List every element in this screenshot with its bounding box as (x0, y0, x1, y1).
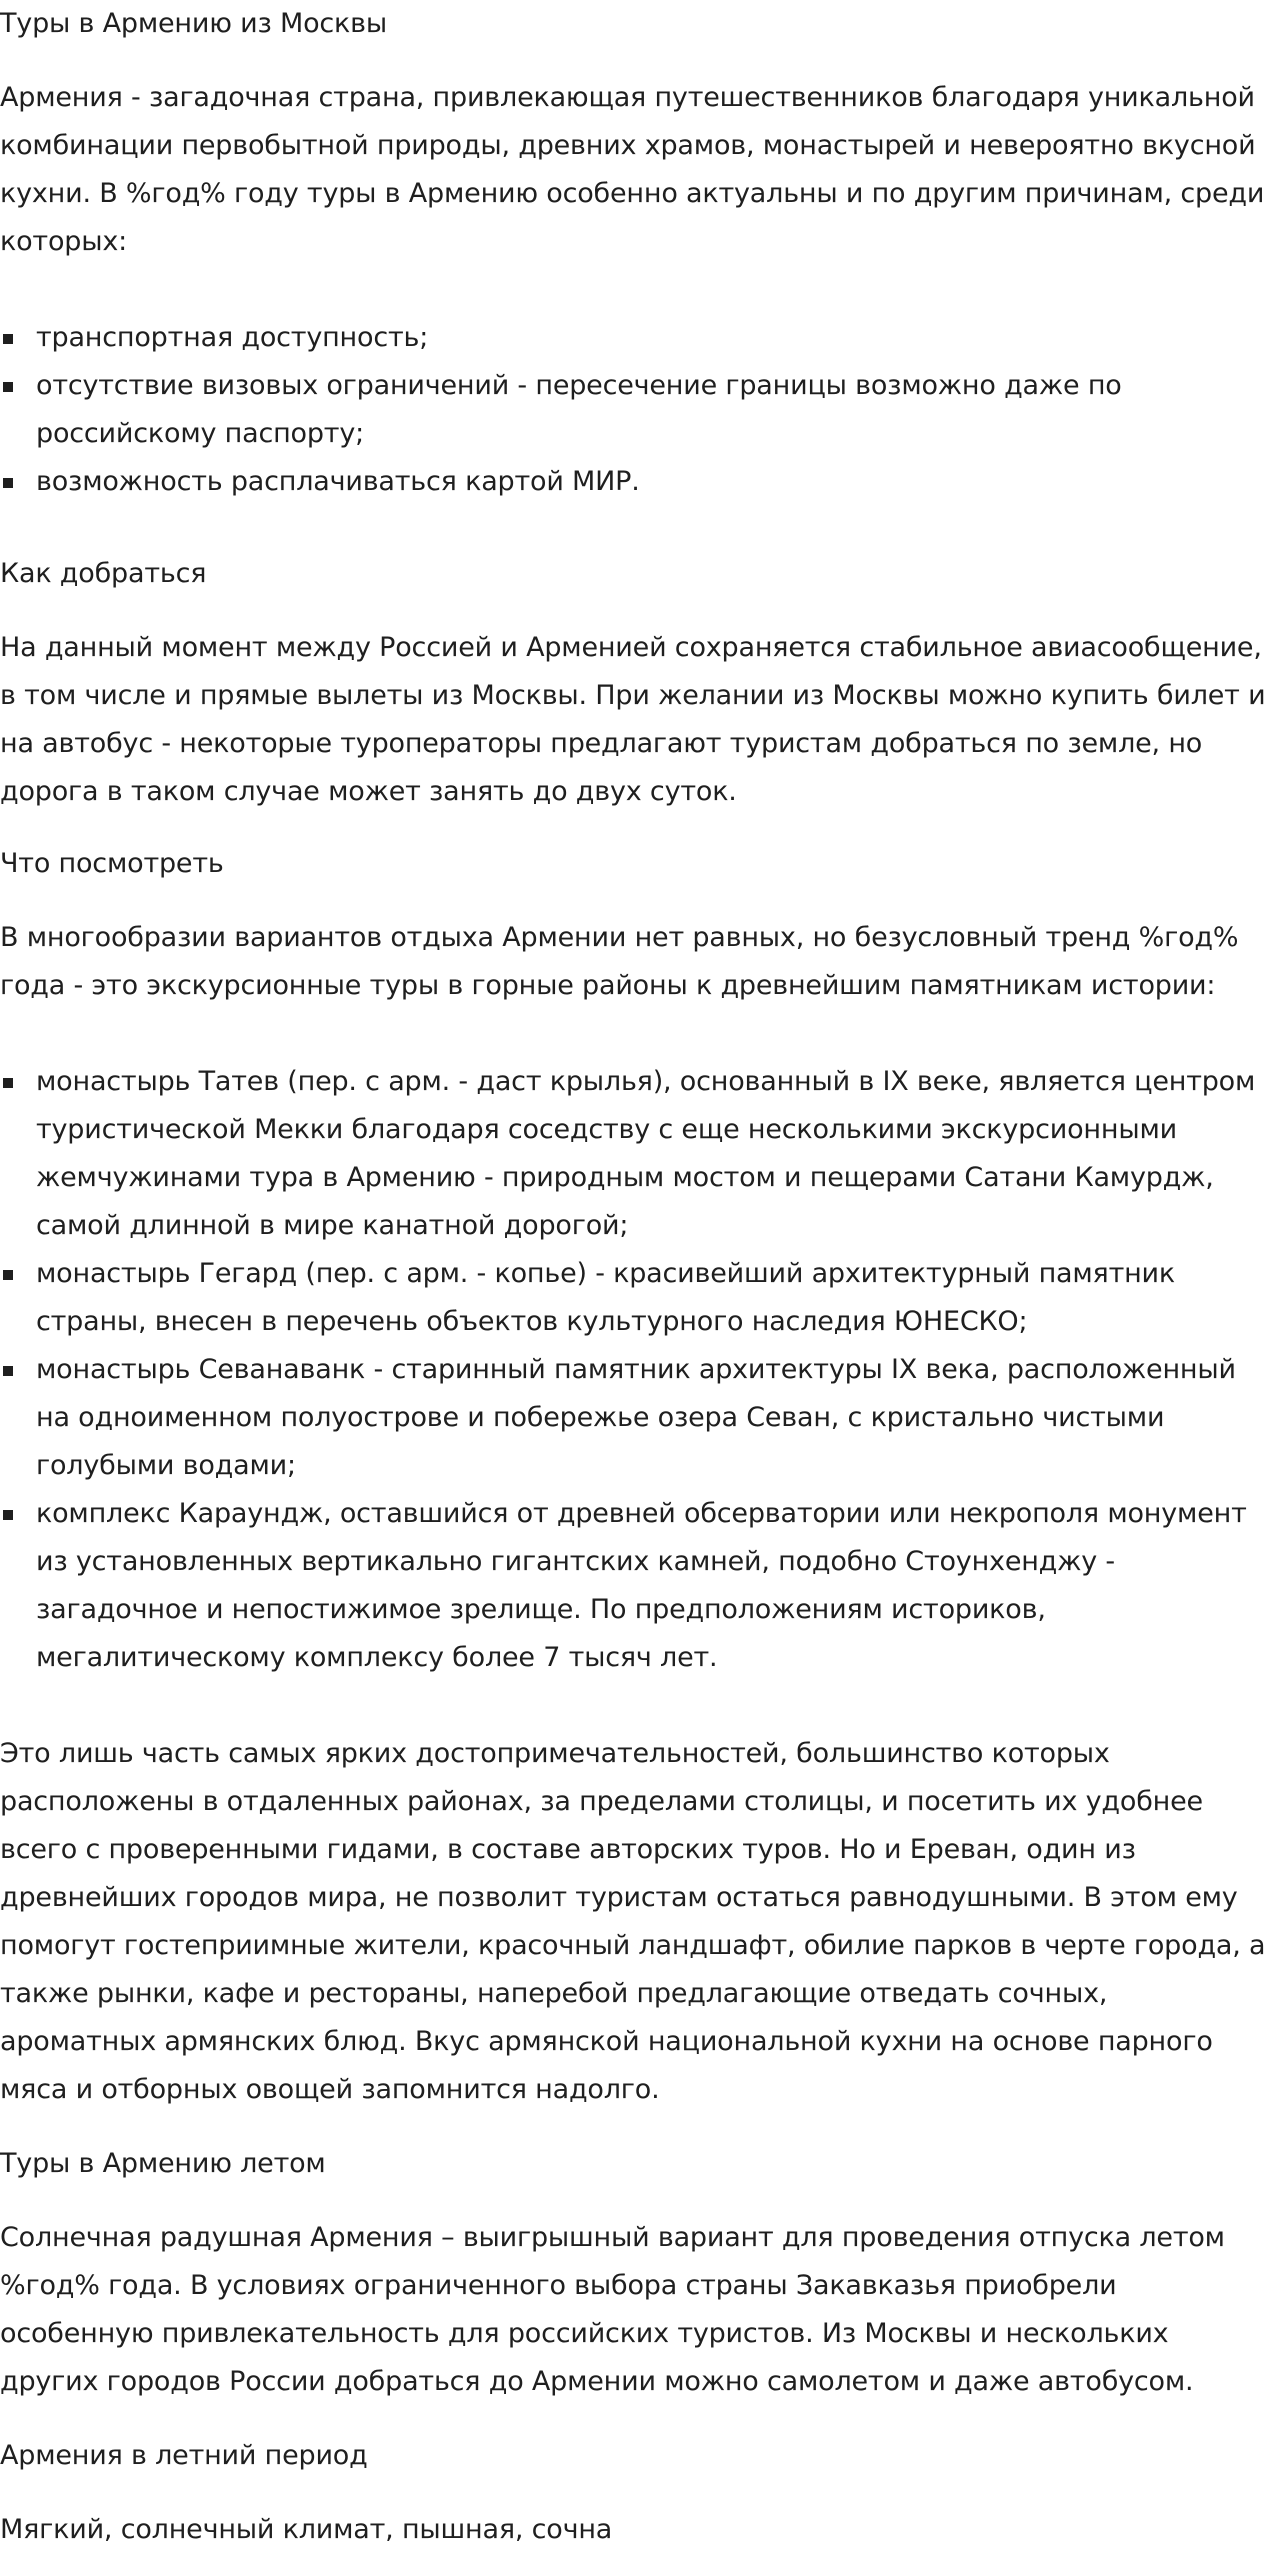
summer-paragraph: Солнечная радушная Армения – выигрышный вариант для проведения отпуска летом %год% года. В условиях ограниченного выбора страны Закавказья приобрели особенную привлекательность для российских туристов. Из Москвы и нескольких других городов России добраться до Армении можно самолетом и даже автобусом. (0, 2222, 1225, 2397)
list-item (0, 1490, 1270, 1682)
heading-summer-period: Армения в летний период (0, 2440, 368, 2471)
heading-what-to-see: Что посмотреть (0, 848, 224, 879)
heading-getting-there: Как добраться (0, 558, 207, 589)
intro-bullet-list (0, 314, 1270, 506)
list-item-text: монастырь Гегард (пер. с арм. - копье) - красивейший архитектурный памятник страны, внесен в перечень объектов культурного наследия ЮНЕСКО; (36, 1258, 1176, 1337)
list-item (0, 314, 1270, 362)
list-item-text: транспортная доступность; (36, 322, 429, 353)
sights-bullet-list (0, 1058, 1270, 1682)
list-item (0, 1250, 1270, 1346)
what-to-see-paragraph: В многообразии вариантов отдыха Армении нет равных, но безусловный тренд %год% года - это экскурсионные туры в горные районы к древнейшим памятникам истории: (0, 922, 1239, 1001)
bullet-icon (3, 334, 13, 344)
bullet-icon (3, 478, 13, 488)
list-item (0, 1058, 1270, 1250)
bullet-icon (3, 1270, 13, 1280)
intro-paragraph: Армения - загадочная страна, привлекающая путешественников благодаря уникальной комбинации первобытной природы, древних храмов, монастырей и невероятно вкусной кухни. В %год% году туры в Армению особенно актуальны и по другим причинам, среди которых: (0, 82, 1265, 257)
list-item (0, 1346, 1270, 1490)
list-item (0, 458, 1270, 506)
list-item (0, 362, 1270, 458)
bullet-icon (3, 1366, 13, 1376)
bullet-icon (3, 1510, 13, 1520)
list-item-text: монастырь Севанаванк - старинный памятник архитектуры IX века, расположенный на одноименном полуострове и побережье озера Севан, с кристально чистыми голубыми водами; (36, 1354, 1236, 1481)
heading-tours-from-moscow: Туры в Армению из Москвы (0, 8, 387, 39)
list-item-text: возможность расплачиваться картой МИР. (36, 466, 640, 497)
getting-there-paragraph: На данный момент между Россией и Арменией сохраняется стабильное авиасообщение, в том числе и прямые вылеты из Москвы. При желании из Москвы можно купить билет и на автобус - некоторые туроператоры предлагают туристам добраться по земле, но дорога в таком случае может занять до двух суток. (0, 632, 1266, 807)
summer-period-paragraph: Мягкий, солнечный климат, пышная, сочна (0, 2514, 613, 2545)
list-item-text: отсутствие визовых ограничений - пересечение границы возможно даже по российскому паспорту; (36, 370, 1122, 449)
bullet-icon (3, 1078, 13, 1088)
heading-summer-tours: Туры в Армению летом (0, 2148, 326, 2179)
list-item-text: комплекс Караундж, оставшийся от древней обсерватории или некрополя монумент из установленных вертикально гигантских камней, подобно Стоунхенджу - загадочное и непостижимое зрелище. По предположениям историков, мегалитическому комплексу более 7 тысяч лет. (36, 1498, 1247, 1673)
list-item-text: монастырь Татев (пер. с арм. - даст крылья), основанный в IX веке, является центром туристической Мекки благодаря соседству с еще несколькими экскурсионными жемчужинами тура в Армению - природным мостом и пещерами Сатани Камурдж, самой длинной в мире канатной дорогой; (36, 1066, 1256, 1241)
sights-closing-paragraph: Это лишь часть самых ярких достопримечательностей, большинство которых расположены в отдаленных районах, за пределами столицы, и посетить их удобнее всего с проверенными гидами, в составе авторских туров. Но и Ереван, один из древнейших городов мира, не позволит туристам остаться равнодушными. В этом ему помогут гостеприимные жители, красочный ландшафт, обилие парков в черте города, а также рынки, кафе и рестораны, наперебой предлагающие отведать сочных, ароматных армянских блюд. Вкус армянской национальной кухни на основе парного мяса и отборных овощей запомнится надолго. (0, 1738, 1266, 2105)
bullet-icon (3, 382, 13, 392)
